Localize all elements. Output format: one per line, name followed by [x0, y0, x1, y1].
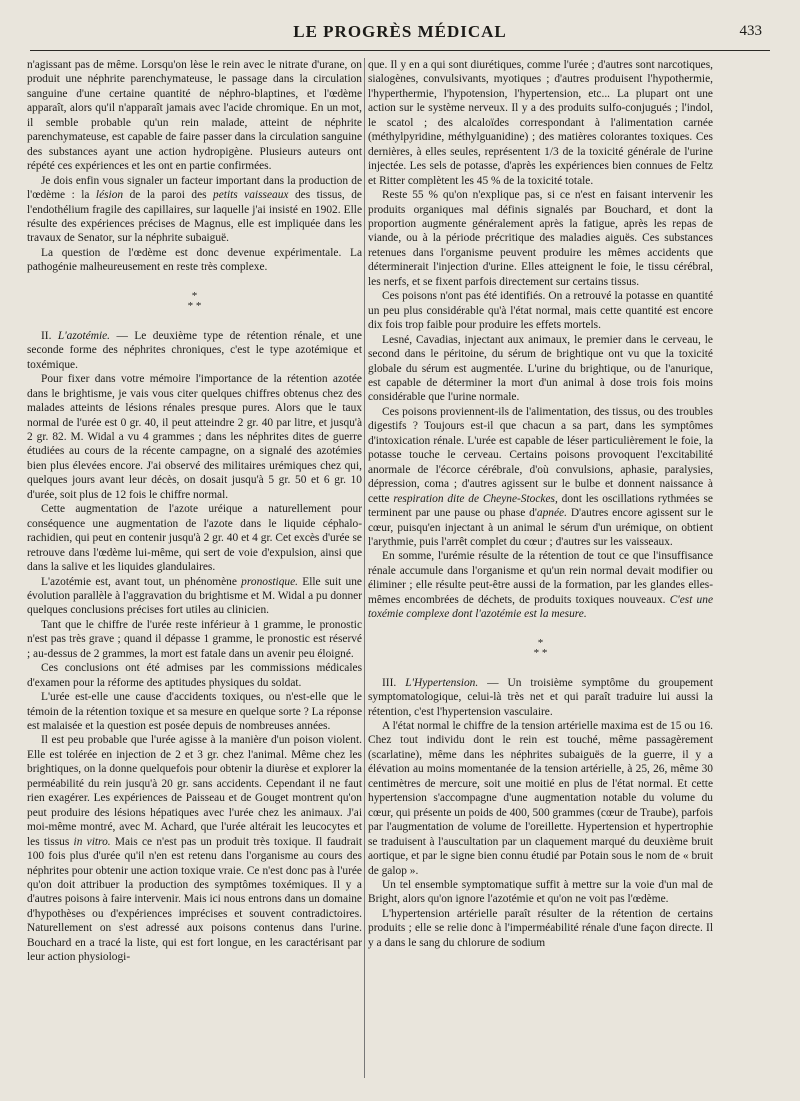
paragraph: L'urée est-elle une cause d'accidents toxiques, ou n'est-elle que le témoin de la rétention toxique et sa mesure en quelque sorte ? La réponse est malaisée et la question est posée depuis de nombreuses années. — [27, 691, 362, 733]
paragraph: A l'état normal le chiffre de la tension artérielle maxima est de 15 ou 16. Chez tout individu dont le rein est touché, même passagèrement (scarlatine), même dans les néphrites subaiguës de la guerre, il y a élévation au moins momentanée de la tension artérielle, à 25, 26, même 30 centimètres de mercure, soit une moitié en plus de l'état normal. Et cette hypertension s'accompagne d'une augmentation notable du volume du cœur, qui présente un poids de 400, 500 grammes (cœur de Traube), parfois par l'augmentation de volume de l'oreillette. Hypertension et hypertrophie se traduisent à l'auscultation par un claquement marqué du deuxième bruit aortique, et par le signe bien connu étudié par Potain sous le nom de « bruit de galop ». — [368, 720, 713, 877]
column-divider — [364, 58, 365, 1078]
paragraph: La question de l'œdème est donc devenue expérimentale. La pathogénie malheureusement en reste très complexe. — [27, 246, 362, 274]
paragraph: En somme, l'urémie résulte de la rétention de tout ce que l'insuffisance rénale accumule dans l'organisme et qu'un rein normal devait modifier ou éliminer ; elle résulte peut-être aussi de la formation, par les glandes elles-mêmes encombrées de déchets, de produits toxiques nouveaux. C'est une toxémie complexe dont l'azotémie est la mesure. — [368, 550, 714, 621]
page-header — [0, 22, 800, 46]
paragraph: Lesné, Cavadias, injectant aux animaux, le premier dans le cerveau, le second dans le péritoine, du sérum de brightique ont vu que la toxicité globale du sérum est augmentée. L'urine du brightique, ou de l'anurique, est capable de déterminer la mort d'un animal à dose trois fois moins considérable que l'urine normale. — [368, 333, 713, 404]
left-column — [27, 58, 362, 965]
paragraph: L'hypertension artérielle paraît résulter de la rétention de certains produits ; elle se relie donc à l'imperméabilité rénale d'une façon directe. Il y a dans le sang du chlorure de sodium — [368, 907, 713, 949]
paragraph: que. Il y en a qui sont diurétiques, comme l'urée ; d'autres sont narcotiques, sialogènes, convulsivants, myotiques ; d'autres produisent l'hypothermie, l'hyperthermie, l'hypotension, l'hypertension, etc... La plupart ont une action sur le système nerveux. Il y a des produits sulfo-conjugués ; l'indol, le scatol ; des alcaloïdes correspondant à l'alimentation carnée (méthylpyridine, méthylguanidine) ; des matières colorantes toxiques. Ces dernières, à elles seules, représentent 1/3 de la toxicité générale de l'urine injectée. Les sels de potasse, d'après les expériences bien connues de Feltz et Ritter complètent les 45 % de la toxicité totale. — [368, 59, 713, 187]
section-separator: * * * — [533, 636, 548, 659]
paragraph: Je dois enfin vous signaler un facteur important dans la production de l'œdème : la lésion de la paroi des petits vaisseaux des tissus, de l'endothélium fragile des capillaires, sur laquelle j'ai insisté en 1902. Elle résulte des expériences précises de Magnus, elle est impliquée dans les travaux de Senator, sur la néphrite subaiguë. — [27, 174, 362, 245]
paragraph: Un tel ensemble symptomatique suffit à mettre sur la voie d'un mal de Bright, alors qu'on ignore l'azotémie et qu'on ne voit pas l'œdème. — [368, 879, 713, 906]
paragraph: Tant que le chiffre de l'urée reste inférieur à 1 gramme, le pronostic n'est pas très grave ; quand il dépasse 1 gramme, le pronostic est réservé ; au-dessus de 2 grammes, la mort est fatale dans un avenir peu éloigné. — [27, 618, 362, 660]
paragraph: Il est peu probable que l'urée agisse à la manière d'un poison violent. Elle est tolérée en injection de 2 et 3 gr. chez l'animal. Même chez les brightiques, on la donne quelquefois pour obtenir la diurèse et explorer la perméabilité du rein jusqu'à 20 gr. sans accidents. Cependant il ne faut rien exagérer. Les expériences de Paisseau et de Gouget montrent qu'on peut produire des lésions hépatiques avec l'urée chez les animaux. J'ai moi-même montré, avec M. Achard, que l'urée altérait les leucocytes et les tissus in vitro. Mais ce n'est pas un produit très toxique. Il faudrait 100 fois plus d'urée qu'il n'en est retenu dans l'organisme au cours des néphrites pour obtenir une action toxique vraie. Ce n'est donc pas à l'urée qu'on doit attribuer la production des symptômes toxémiques. Il y a d'autres poisons à faire intervenir. Mais ici nous entrons dans un domaine d'hypothèses ou d'expériences imprécises et souvent contradictoires. Naturellement on s'est adressé aux poisons contenus dans l'urine. Bouchard en a tracé la liste, qui est fort longue, en les caractérisant par leur action physiologi- — [27, 734, 362, 964]
section-separator: * * * — [187, 289, 202, 312]
header-rule — [30, 50, 770, 51]
paragraph: Ces poisons proviennent-ils de l'alimentation, des tissus, ou des troubles digestifs ? Toujours est-il que chacun a sa part, dans les symptômes d'intoxication rénale. L'urée est capable de léser particulièrement le foie, la potasse touche le cerveau. Certains poisons provoquent l'excitabilité anormale de l'écorce cérébrale, d'où convulsions, aphasie, paralysies, dépression, coma ; d'autres agissent sur le bulbe et donnent naissance à cette respiration dite de Cheyne-Stockes, dont les oscillations rythmées se terminent par une pause ou phase d'apnée. D'autres encore agissent sur le cœur, puisqu'en injectant à un animal le sérum d'un urémique, on obtient l'arythmie, puis l'arrêt complet du cœur ; d'autres sur les vaisseaux. — [368, 405, 713, 548]
paragraph: Reste 55 % qu'on n'explique pas, si ce n'est en faisant intervenir les produits organiques mal définis signalés par Bouchard, et dont la proportion augmente généralement après la fatigue, après les repas de viande, ou à la période précritique des maladies aiguës. Ces substances retenues dans l'organisme peuvent produire les mêmes accidents que déterminerait l'injection d'urine. Elles atteignent le foie, le tissu cérébral, les nerfs, et se fixent parfois directement sur certains tissus. — [368, 189, 713, 288]
paragraph: Cette augmentation de l'azote uréique a naturellement pour conséquence une augmentation de l'azote dans le liquide céphalo-rachidien, qui peut en contenir jusqu'à 2 gr. 40 et 4 gr. Cet excès d'urée se retrouve dans l'œdème lui-même, qui sert de voie d'expulsion, ainsi que dans la salive et les liquides glandulaires. — [27, 503, 362, 574]
page-number: 433 — [739, 23, 762, 39]
paragraph: n'agissant pas de même. Lorsqu'on lèse le rein avec le nitrate d'urane, on produit une néphrite parenchymateuse, le passage dans la circulation sanguine d'une certaine quantité de néphro-blaptines, et l'œdème apparaît, alors qu'il n'apparaît jamais avec l'acide chromique. En un mot, il semble probable qu'un rein malade, atteint de néphrite parenchymateuse, est capable de faire passer dans la circulation sanguine des substances ayant une action hydropigène. Plusieurs auteurs ont répété ces expériences et les ont en partie confirmées. — [27, 59, 362, 173]
right-column — [368, 58, 713, 950]
paragraph: Pour fixer dans votre mémoire l'importance de la rétention azotée dans le brightisme, je vais vous citer quelques chiffres obtenus chez des malades atteints de lésions rénales presque pures. Alors que le taux normal de l'urée est 0 gr. 40, il peut atteindre 2 gr. 40 par litre, et jusqu'à 2 gr. 82. M. Widal a vu 4 grammes ; dans les néphrites dites de guerre étudiées au cours de la récente campagne, on a signalé des azotémies bien plus élevées encore. J'ai observé des militaires urémiques chez qui, quelques jours avant leur décès, on dosait jusqu'à 5 gr. 50 et 6 gr. 10 d'urée, soit plus de 12 fois le chiffre normal. — [27, 373, 362, 501]
paragraph: L'azotémie est, avant tout, un phénomène pronostique. Elle suit une évolution parallèle à l'aggravation du brightisme et M. Widal a pu donner quelques conclusions précises fort utiles au clinicien. — [27, 575, 362, 617]
section-heading-paragraph: III. L'Hypertension. — Un troisième symptôme du groupement symptomatologique, celui-là très net et qui paraît traduire lui aussi la rétention, c'est l'hypertension vasculaire. — [368, 676, 713, 718]
paragraph: Ces poisons n'ont pas été identifiés. On a retrouvé la potasse en quantité un peu plus considérable qu'à l'état normal, mais cette quantité est encore dix fois trop faible pour produire les effets mortels. — [368, 290, 713, 332]
section-heading-paragraph: II. L'azotémie. — Le deuxième type de rétention rénale, et une seconde forme des néphrites chroniques, c'est le type azotémique et toxémique. — [27, 329, 362, 371]
paragraph: Ces conclusions ont été admises par les commissions médicales d'examen pour la réforme des aptitudes physiques du soldat. — [27, 662, 362, 689]
running-title: LE PROGRÈS MÉDICAL — [293, 22, 507, 41]
